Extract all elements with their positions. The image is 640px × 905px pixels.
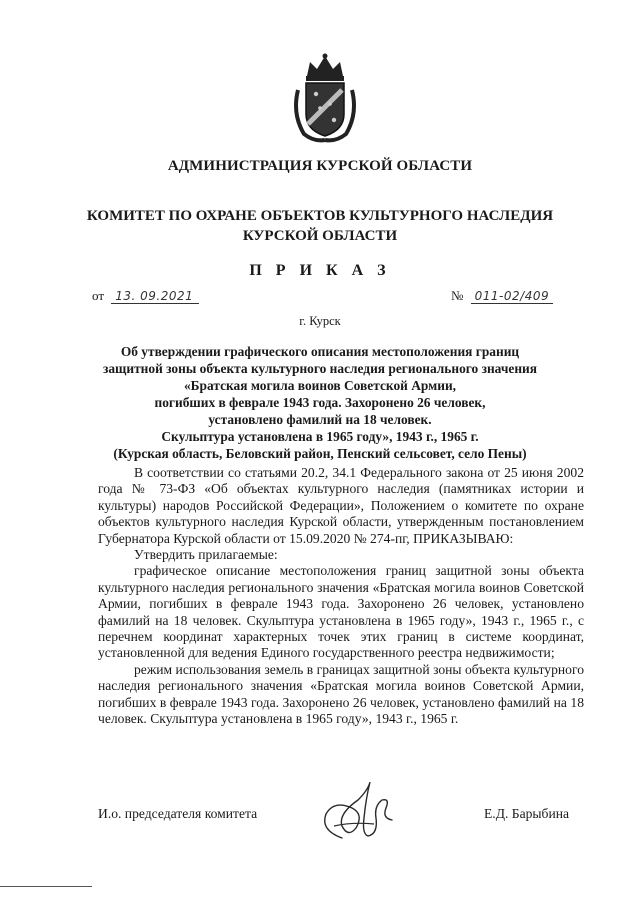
order-title-line: «Братская могила воинов Советской Армии, <box>183 378 457 393</box>
date-value: 13. 09.2021 <box>111 289 199 304</box>
document-type: П Р И К А З <box>249 262 391 279</box>
committee-title-line2: КУРСКОЙ ОБЛАСТИ <box>242 228 398 244</box>
committee-title <box>0 206 640 246</box>
order-title-line: (Курская область, Беловский район, Пенский сельсовет, село Пены) <box>113 446 527 461</box>
order-title-line: Об утверждении графического описания местоположения границ <box>120 344 520 359</box>
committee-title-line1: КОМИТЕТ ПО ОХРАНЕ ОБЪЕКТОВ КУЛЬТУРНОГО НАСЛЕДИЯ <box>86 208 554 224</box>
document-number <box>451 288 553 304</box>
document-city: г. Курск <box>299 314 341 328</box>
body-paragraph-basis: В соответствии со статьями 20.2, 34.1 Федерального закона от 25 июня 2002 года № 73-ФЗ «Об объектах культурного наследия (памятниках истории и культуры) народов Российской Федерации», Положением о комитете по охране объектов культурного наследия Курской области, утвержденным постановлением Губернатора Курской области от 15.09.2020 № 274-пг, ПРИКАЗЫВАЮ: <box>98 465 584 546</box>
administration-title: АДМИНИСТРАЦИЯ КУРСКОЙ ОБЛАСТИ <box>167 158 473 174</box>
signatory-name: Е.Д. Барыбина <box>484 806 570 821</box>
body-paragraph-approve: Утвердить прилагаемые: <box>134 547 278 563</box>
order-title-line: защитной зоны объекта культурного наследия регионального значения <box>102 361 538 376</box>
handwritten-signature-icon <box>312 778 412 850</box>
order-title-line: Скульптура установлена в 1965 году», 1943 г., 1965 г. <box>161 429 479 444</box>
signatory-position: И.о. председателя комитета <box>98 806 258 821</box>
order-title-line: погибших в феврале 1943 года. Захоронено 26 человек, <box>154 395 486 410</box>
body-paragraph-graphic-description: графическое описание местоположения границ защитной зоны объекта культурного наследия регионального значения «Братская могила воинов Советской Армии, погибших в феврале 1943 года. Захоронено 26 человек, установлено фамилий на 18 человек. Скульптура установлена в 1965 году», 1943 г., 1965 г., с перечнем координат характерных точек этих границ в системе координат, установленной для ведения Единого государственного реестра недвижимости; <box>98 563 584 661</box>
footer-divider <box>0 886 92 887</box>
document-date <box>92 288 199 304</box>
order-body <box>98 465 584 728</box>
order-title <box>60 343 580 462</box>
number-value: 011-02/409 <box>471 289 553 304</box>
date-prefix: от <box>92 288 105 303</box>
number-prefix: № <box>451 288 464 303</box>
kursk-coat-of-arms-icon <box>290 52 360 144</box>
body-paragraph-land-use-regime: режим использования земель в границах защитной зоны объекта культурного наследия регионального значения «Братская могила воинов Советской Армии, погибших в феврале 1943 года. Захоронено 26 человек, установлено фамилий на 18 человек. Скульптура установлена в 1965 году», 1943 г., 1965 г. <box>98 661 584 727</box>
order-title-line: установлено фамилий на 18 человек. <box>208 412 432 427</box>
